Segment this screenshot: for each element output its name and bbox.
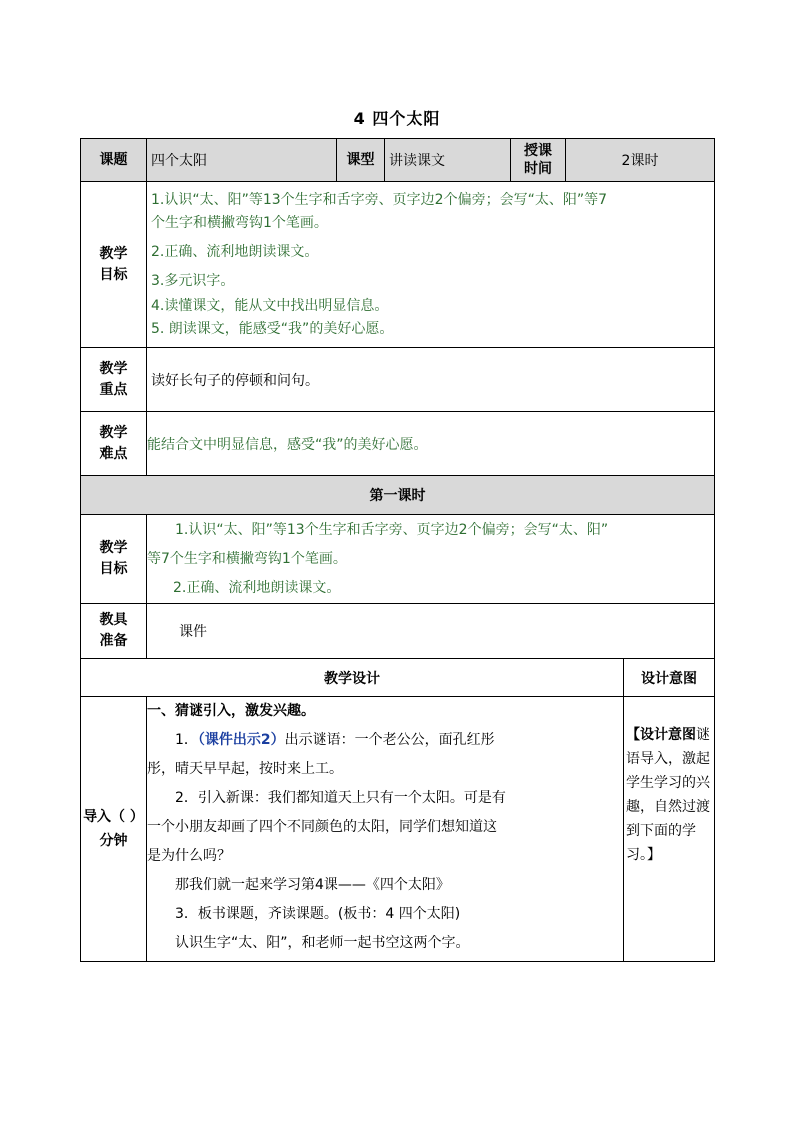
lesson-objectives-label — [81, 515, 147, 604]
difficulties-label-text: 教学难点 — [99, 424, 128, 462]
first-lesson-row — [81, 476, 715, 515]
lesson-objective-item: 2.正确、流利地朗读课文。 — [173, 579, 341, 596]
intro-step2b: 一个小朋友却画了四个不同颜色的太阳，同学们想知道这 — [147, 819, 497, 835]
time-value: 2课时 — [566, 139, 715, 182]
courseware-tag: （课件出示2） — [197, 732, 285, 748]
tools-row — [81, 604, 715, 659]
intro-step2d: 那我们就一起来学习第4课——《四个太阳》 — [175, 877, 450, 893]
intro-section-heading: 一、猜谜引入，激发兴趣。 — [147, 703, 315, 719]
difficulties-text: 能结合文中明显信息，感受“我”的美好心愿。 — [147, 412, 715, 476]
intro-label-text: 导入（ ）分钟 — [83, 809, 144, 849]
objectives-cell — [147, 182, 715, 348]
design-header: 教学设计 — [81, 659, 624, 697]
intro-step1-cont: 彤，晴天早早起，按时来上工。 — [147, 761, 343, 777]
time-label-text: 授课时间 — [524, 143, 552, 177]
lesson-objectives-row — [81, 515, 715, 604]
topic-value: 四个太阳 — [147, 139, 337, 182]
intro-row — [81, 697, 715, 962]
type-value: 讲读课文 — [385, 139, 511, 182]
intro-step2c: 是为什么吗？ — [147, 848, 231, 864]
topic-label: 课题 — [81, 139, 147, 182]
intro-step3: 3．板书课题，齐读课题。(板书：4 四个太阳) — [175, 906, 461, 922]
intent-text — [624, 723, 714, 867]
key-points-text: 读好长句子的停顿和问句。 — [147, 348, 715, 412]
intro-step1 — [147, 726, 623, 755]
tools-text: 课件 — [147, 604, 715, 659]
intent-header: 设计意图 — [624, 659, 715, 697]
type-label: 课型 — [337, 139, 385, 182]
step1-text: 出示谜语：一个老公公，面孔红彤 — [284, 732, 495, 748]
intent-body: 谜语导入，激起学生学习的兴趣，自然过渡到下面的学习。】 — [626, 727, 710, 863]
intro-step3b: 认识生字“太、阳”，和老师一起书空这两个字。 — [175, 935, 470, 951]
intro-step2a: 2．引入新课：我们都知道天上只有一个太阳。可是有 — [175, 790, 506, 806]
difficulties-row — [81, 412, 715, 476]
lesson-objectives-cell — [147, 515, 715, 604]
objective-item: 2.正确、流利地朗读课文。 — [151, 243, 319, 260]
objective-item: 5. 朗读课文，能感受“我”的美好心愿。 — [151, 320, 394, 337]
key-points-label — [81, 348, 147, 412]
lesson-objectives-label-text: 教学目标 — [99, 540, 128, 577]
objectives-label-text: 教学目标 — [99, 245, 128, 283]
design-header-row — [81, 659, 715, 697]
objective-item: 个生字和横撇弯钩1个笔画。 — [151, 214, 328, 231]
key-points-row — [81, 348, 715, 412]
tools-label — [81, 604, 147, 659]
tools-label-text: 教具准备 — [99, 612, 128, 649]
intro-content — [147, 697, 624, 962]
lesson-plan-table — [80, 138, 715, 962]
intro-label — [81, 697, 147, 962]
time-label — [511, 139, 566, 182]
key-points-label-text: 教学重点 — [99, 360, 128, 398]
difficulties-label — [81, 412, 147, 476]
intent-label: 【设计意图 — [626, 727, 696, 743]
page-title: 4 四个太阳 — [353, 109, 441, 128]
first-lesson-heading: 第一课时 — [81, 476, 715, 515]
lesson-objective-item: 1.认识“太、阳”等13个生字和舌字旁、页字边2个偏旁；会写“太、阳” — [175, 521, 609, 538]
objectives-label — [81, 182, 147, 348]
objective-item: 4.读懂课文，能从文中找出明显信息。 — [151, 297, 389, 314]
objectives-row — [81, 182, 715, 348]
objective-item: 1.认识“太、阳”等13个生字和舌字旁、页字边2个偏旁；会写“太、阳”等7 — [151, 191, 607, 208]
step1-prefix: 1． — [175, 732, 198, 748]
intro-intent — [624, 697, 715, 962]
info-row — [81, 139, 715, 182]
lesson-objective-item: 等7个生字和横撇弯钩1个笔画。 — [147, 550, 347, 567]
objective-item: 3.多元识字。 — [151, 272, 235, 289]
